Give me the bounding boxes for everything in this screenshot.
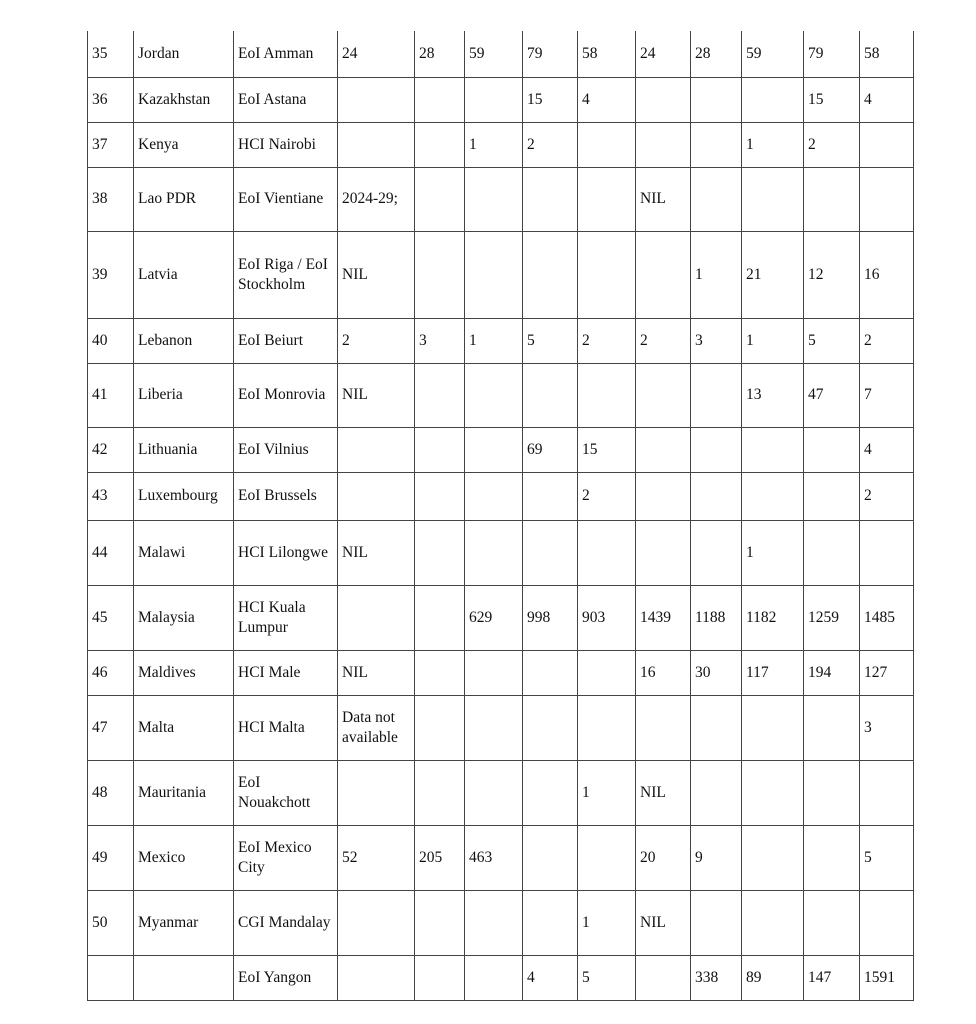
value-cell — [415, 122, 465, 167]
table-row — [88, 760, 914, 825]
value-cell — [465, 231, 523, 318]
mission-cell: HCI Kuala Lumpur — [234, 585, 338, 650]
value-cell — [636, 520, 691, 585]
table-row — [88, 472, 914, 520]
value-cell: 5 — [578, 955, 636, 1000]
value-cell: 903 — [578, 585, 636, 650]
value-cell — [742, 427, 804, 472]
value-cell: NIL — [636, 167, 691, 231]
value-cell: 194 — [804, 650, 860, 695]
value-cell: 12 — [804, 231, 860, 318]
value-cell: 89 — [742, 955, 804, 1000]
value-cell — [742, 890, 804, 955]
value-cell: 1 — [742, 318, 804, 363]
value-cell — [465, 695, 523, 760]
mission-cell: EoI Riga / EoI Stockholm — [234, 231, 338, 318]
value-cell — [415, 890, 465, 955]
value-cell — [338, 760, 415, 825]
serial-number-cell: 38 — [88, 167, 134, 231]
value-cell — [742, 167, 804, 231]
value-cell: 16 — [636, 650, 691, 695]
serial-number-cell: 48 — [88, 760, 134, 825]
value-cell — [804, 890, 860, 955]
value-cell — [636, 122, 691, 167]
mission-cell: EoI Mexico City — [234, 825, 338, 890]
value-cell: 2 — [338, 318, 415, 363]
value-cell — [465, 427, 523, 472]
value-cell: 52 — [338, 825, 415, 890]
value-cell — [804, 695, 860, 760]
table-row — [88, 122, 914, 167]
value-cell: 2 — [578, 472, 636, 520]
value-cell: NIL — [338, 520, 415, 585]
value-cell — [742, 695, 804, 760]
serial-number-cell: 40 — [88, 318, 134, 363]
value-cell — [578, 695, 636, 760]
mission-cell: EoI Monrovia — [234, 363, 338, 427]
value-cell — [465, 955, 523, 1000]
value-cell — [465, 363, 523, 427]
value-cell — [860, 122, 914, 167]
value-cell — [578, 167, 636, 231]
table-row — [88, 695, 914, 760]
value-cell — [636, 955, 691, 1000]
country-cell: Jordan — [134, 31, 234, 77]
mission-cell: EoI Nouakchott — [234, 760, 338, 825]
mission-cell: EoI Vientiane — [234, 167, 338, 231]
serial-number-cell: 41 — [88, 363, 134, 427]
serial-number-cell: 46 — [88, 650, 134, 695]
serial-number-cell: 42 — [88, 427, 134, 472]
value-cell — [465, 760, 523, 825]
value-cell — [415, 363, 465, 427]
value-cell: 117 — [742, 650, 804, 695]
value-cell — [636, 363, 691, 427]
country-cell: Mauritania — [134, 760, 234, 825]
country-cell: Lebanon — [134, 318, 234, 363]
value-cell: 15 — [578, 427, 636, 472]
value-cell: 998 — [523, 585, 578, 650]
table-row — [88, 31, 914, 77]
country-cell: Luxembourg — [134, 472, 234, 520]
value-cell: 15 — [523, 77, 578, 122]
value-cell — [860, 520, 914, 585]
table-row — [88, 520, 914, 585]
value-cell — [523, 890, 578, 955]
table-row — [88, 825, 914, 890]
country-cell: Maldives — [134, 650, 234, 695]
value-cell — [636, 695, 691, 760]
value-cell: 1188 — [691, 585, 742, 650]
value-cell: NIL — [338, 231, 415, 318]
value-cell: 15 — [804, 77, 860, 122]
value-cell: 3 — [691, 318, 742, 363]
value-cell — [465, 472, 523, 520]
value-cell: 7 — [860, 363, 914, 427]
serial-number-cell: 47 — [88, 695, 134, 760]
value-cell — [804, 472, 860, 520]
country-cell: Malaysia — [134, 585, 234, 650]
value-cell — [415, 695, 465, 760]
value-cell: 4 — [578, 77, 636, 122]
mission-cell: EoI Brussels — [234, 472, 338, 520]
value-cell — [578, 520, 636, 585]
value-cell: 1 — [742, 122, 804, 167]
value-cell: 5 — [804, 318, 860, 363]
country-cell: Mexico — [134, 825, 234, 890]
value-cell: 2 — [578, 318, 636, 363]
value-cell — [804, 427, 860, 472]
value-cell: 58 — [578, 31, 636, 77]
value-cell: 47 — [804, 363, 860, 427]
value-cell — [804, 520, 860, 585]
value-cell — [578, 231, 636, 318]
value-cell: 2 — [523, 122, 578, 167]
value-cell: 79 — [804, 31, 860, 77]
value-cell — [691, 472, 742, 520]
value-cell — [338, 472, 415, 520]
value-cell: 1 — [578, 890, 636, 955]
value-cell — [578, 363, 636, 427]
serial-number-cell: 37 — [88, 122, 134, 167]
value-cell — [338, 890, 415, 955]
value-cell: 2 — [804, 122, 860, 167]
mission-cell: EoI Vilnius — [234, 427, 338, 472]
value-cell: 147 — [804, 955, 860, 1000]
value-cell: 2 — [860, 318, 914, 363]
country-cell: Myanmar — [134, 890, 234, 955]
value-cell — [578, 825, 636, 890]
value-cell — [691, 427, 742, 472]
value-cell — [691, 890, 742, 955]
value-cell: 9 — [691, 825, 742, 890]
value-cell — [742, 77, 804, 122]
value-cell: 4 — [860, 77, 914, 122]
country-cell: Malta — [134, 695, 234, 760]
value-cell — [742, 825, 804, 890]
value-cell: NIL — [636, 890, 691, 955]
value-cell — [691, 77, 742, 122]
value-cell — [860, 760, 914, 825]
value-cell: 2024-29; — [338, 167, 415, 231]
value-cell — [804, 825, 860, 890]
serial-number-cell: 50 — [88, 890, 134, 955]
value-cell: 1485 — [860, 585, 914, 650]
value-cell — [465, 890, 523, 955]
table-row — [88, 650, 914, 695]
value-cell: 3 — [415, 318, 465, 363]
serial-number-cell: 36 — [88, 77, 134, 122]
value-cell — [415, 955, 465, 1000]
value-cell: 59 — [465, 31, 523, 77]
value-cell — [742, 760, 804, 825]
value-cell — [523, 472, 578, 520]
value-cell — [415, 520, 465, 585]
value-cell: 338 — [691, 955, 742, 1000]
value-cell: 5 — [523, 318, 578, 363]
value-cell — [415, 231, 465, 318]
value-cell — [691, 122, 742, 167]
table-row — [88, 77, 914, 122]
value-cell: 5 — [860, 825, 914, 890]
mission-cell: HCI Lilongwe — [234, 520, 338, 585]
table-row — [88, 363, 914, 427]
value-cell: 24 — [338, 31, 415, 77]
value-cell: 59 — [742, 31, 804, 77]
value-cell — [523, 695, 578, 760]
value-cell — [338, 427, 415, 472]
country-cell: Latvia — [134, 231, 234, 318]
value-cell — [636, 472, 691, 520]
mission-cell: EoI Yangon — [234, 955, 338, 1000]
country-cell: Lithuania — [134, 427, 234, 472]
value-cell — [523, 167, 578, 231]
value-cell: 1 — [465, 318, 523, 363]
mission-cell: EoI Amman — [234, 31, 338, 77]
value-cell: 1 — [742, 520, 804, 585]
serial-number-cell: 44 — [88, 520, 134, 585]
value-cell: Data not available — [338, 695, 415, 760]
value-cell — [415, 760, 465, 825]
value-cell — [465, 650, 523, 695]
value-cell — [415, 650, 465, 695]
value-cell — [465, 520, 523, 585]
value-cell — [636, 231, 691, 318]
value-cell: 4 — [523, 955, 578, 1000]
mission-cell: CGI Mandalay — [234, 890, 338, 955]
value-cell — [465, 77, 523, 122]
value-cell: 1439 — [636, 585, 691, 650]
value-cell — [523, 825, 578, 890]
serial-number-cell: 35 — [88, 31, 134, 77]
value-cell: 2 — [636, 318, 691, 363]
value-cell: 1259 — [804, 585, 860, 650]
data-table — [87, 31, 914, 1001]
value-cell — [415, 77, 465, 122]
value-cell: 1591 — [860, 955, 914, 1000]
value-cell — [523, 363, 578, 427]
country-cell: Lao PDR — [134, 167, 234, 231]
value-cell — [415, 167, 465, 231]
value-cell — [465, 167, 523, 231]
value-cell: 79 — [523, 31, 578, 77]
mission-cell: HCI Nairobi — [234, 122, 338, 167]
country-cell: Kenya — [134, 122, 234, 167]
value-cell: 2 — [860, 472, 914, 520]
mission-cell: HCI Male — [234, 650, 338, 695]
value-cell: 1 — [578, 760, 636, 825]
value-cell — [691, 520, 742, 585]
value-cell — [523, 650, 578, 695]
mission-cell: EoI Beiurt — [234, 318, 338, 363]
value-cell: 58 — [860, 31, 914, 77]
value-cell — [804, 760, 860, 825]
country-cell — [134, 955, 234, 1000]
value-cell: 1 — [691, 231, 742, 318]
value-cell: NIL — [338, 650, 415, 695]
value-cell — [415, 472, 465, 520]
value-cell — [338, 122, 415, 167]
value-cell — [691, 760, 742, 825]
table-row — [88, 585, 914, 650]
value-cell — [636, 77, 691, 122]
value-cell: 1 — [465, 122, 523, 167]
serial-number-cell: 49 — [88, 825, 134, 890]
value-cell: 16 — [860, 231, 914, 318]
value-cell — [578, 650, 636, 695]
value-cell — [742, 472, 804, 520]
value-cell — [523, 760, 578, 825]
value-cell: NIL — [338, 363, 415, 427]
country-cell: Malawi — [134, 520, 234, 585]
value-cell — [338, 955, 415, 1000]
value-cell — [415, 585, 465, 650]
value-cell — [636, 427, 691, 472]
value-cell: 205 — [415, 825, 465, 890]
value-cell: 28 — [691, 31, 742, 77]
value-cell: 1182 — [742, 585, 804, 650]
country-cell: Liberia — [134, 363, 234, 427]
value-cell — [691, 363, 742, 427]
table-row — [88, 167, 914, 231]
value-cell — [860, 890, 914, 955]
value-cell — [691, 695, 742, 760]
value-cell: 28 — [415, 31, 465, 77]
serial-number-cell: 45 — [88, 585, 134, 650]
value-cell — [691, 167, 742, 231]
value-cell: 20 — [636, 825, 691, 890]
serial-number-cell: 39 — [88, 231, 134, 318]
serial-number-cell — [88, 955, 134, 1000]
value-cell — [523, 231, 578, 318]
value-cell: 4 — [860, 427, 914, 472]
table-row — [88, 890, 914, 955]
table-row — [88, 231, 914, 318]
value-cell — [860, 167, 914, 231]
value-cell: 69 — [523, 427, 578, 472]
value-cell: 629 — [465, 585, 523, 650]
value-cell: 21 — [742, 231, 804, 318]
value-cell: 30 — [691, 650, 742, 695]
value-cell — [415, 427, 465, 472]
value-cell — [804, 167, 860, 231]
value-cell — [578, 122, 636, 167]
value-cell — [523, 520, 578, 585]
country-cell: Kazakhstan — [134, 77, 234, 122]
table-row — [88, 427, 914, 472]
value-cell: 13 — [742, 363, 804, 427]
serial-number-cell: 43 — [88, 472, 134, 520]
value-cell: 24 — [636, 31, 691, 77]
value-cell: 127 — [860, 650, 914, 695]
value-cell — [338, 77, 415, 122]
mission-cell: EoI Astana — [234, 77, 338, 122]
mission-cell: HCI Malta — [234, 695, 338, 760]
value-cell: 463 — [465, 825, 523, 890]
value-cell: NIL — [636, 760, 691, 825]
value-cell: 3 — [860, 695, 914, 760]
value-cell — [338, 585, 415, 650]
table-row — [88, 955, 914, 1000]
table-row — [88, 318, 914, 363]
